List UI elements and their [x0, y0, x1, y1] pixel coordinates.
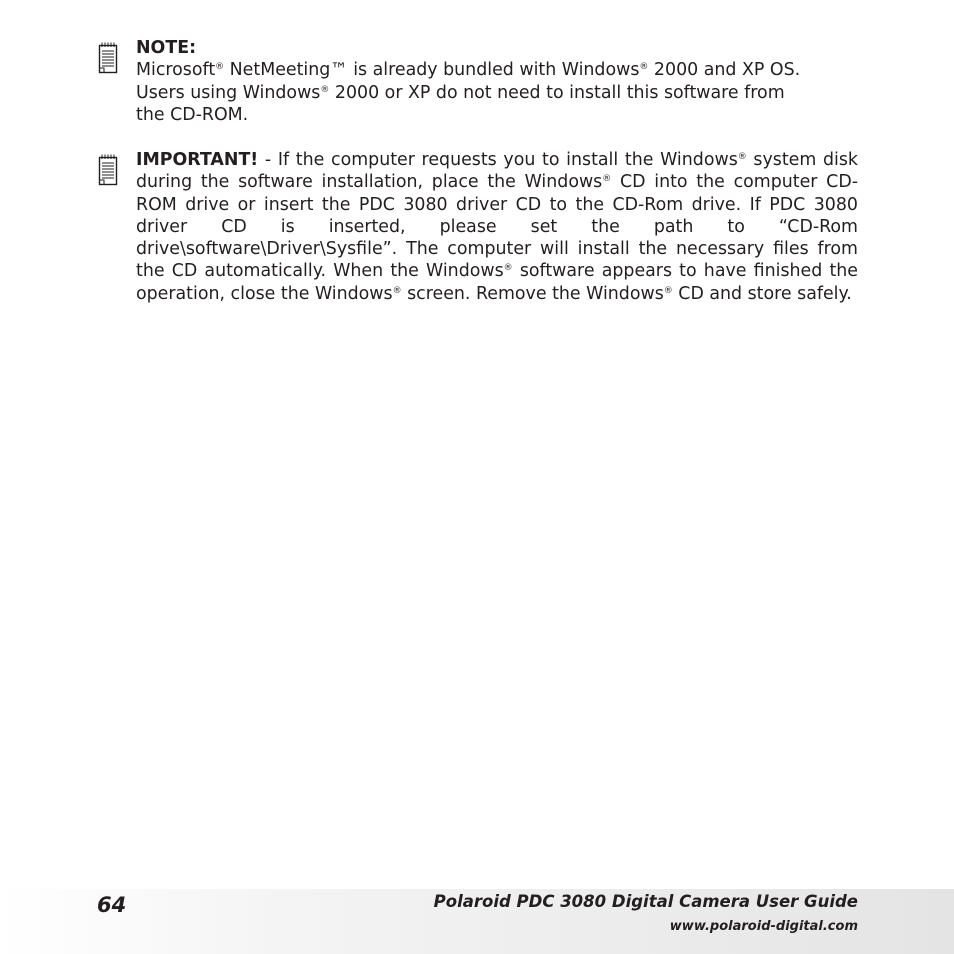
- registered-mark: ®: [602, 174, 612, 185]
- registered-mark: ®: [392, 285, 402, 296]
- notepad-icon: [98, 42, 118, 74]
- notepad-icon: [98, 154, 118, 186]
- guide-title: Polaroid PDC 3080 Digital Camera User Guide: [433, 892, 858, 911]
- note-text-part: Users using Windows: [136, 82, 321, 103]
- note-text-part: the CD-ROM.: [136, 104, 249, 125]
- registered-mark: ®: [663, 285, 673, 296]
- important-text: [136, 149, 858, 305]
- note-text-part: Microsoft: [136, 60, 216, 81]
- note-text-part: 2000 or XP do not need to install this software from: [329, 82, 785, 103]
- note-text-part: 2000 and XP OS.: [648, 60, 801, 81]
- important-heading: IMPORTANT!: [136, 150, 259, 170]
- important-text-part: software appears to have finished the operation, close the Windows: [136, 261, 858, 304]
- note-heading: NOTE:: [136, 38, 197, 58]
- important-text-part: screen. Remove the Windows: [401, 283, 664, 304]
- registered-mark: ®: [320, 84, 330, 95]
- important-text-part: system disk during the software installation, place the Windows: [136, 150, 858, 193]
- registered-mark: ®: [639, 62, 649, 73]
- note-text: [136, 59, 858, 126]
- important-section: [136, 149, 858, 305]
- important-text-part: - If the computer requests you to install the Windows: [258, 150, 738, 170]
- important-text-part: CD and store safely.: [672, 283, 852, 304]
- website-url: www.polaroid-digital.com: [669, 919, 858, 934]
- note-text-part: NetMeeting™ is already bundled with Windows: [224, 60, 640, 81]
- registered-mark: ®: [503, 263, 513, 274]
- registered-mark: ®: [737, 152, 747, 162]
- page-number: 64: [97, 893, 127, 917]
- note-section: [136, 37, 858, 126]
- registered-mark: ®: [215, 62, 225, 73]
- important-text-part: CD into the computer CD-ROM drive or insert the PDC 3080 driver CD to the CD-Rom drive. If PDC 3080 driver CD is inserted, please set the path to “CD-Rom drive\software\Driver\Sysfile”. The computer will install the necessary files from the CD automatically. When the Windows: [136, 172, 858, 282]
